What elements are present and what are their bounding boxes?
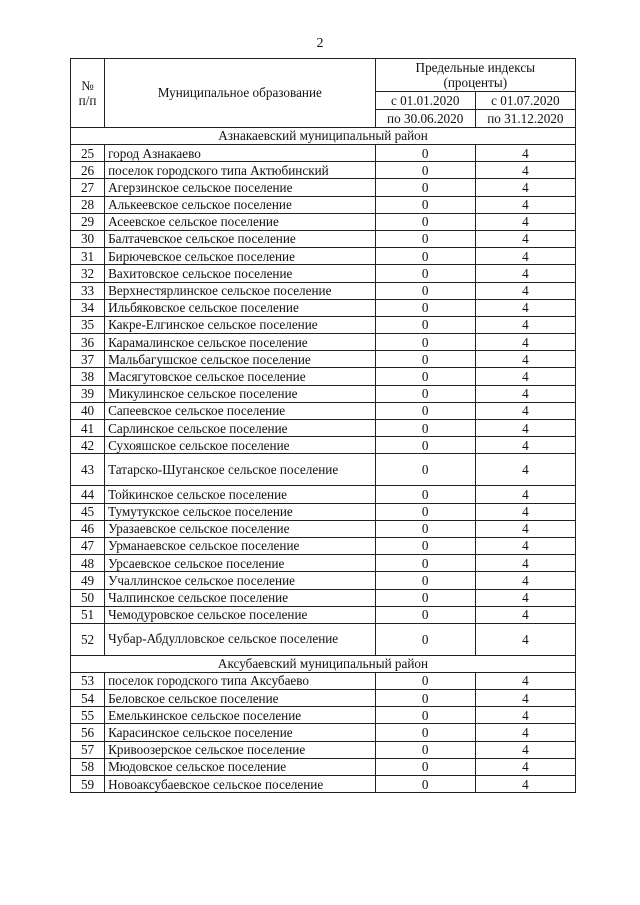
row-municipality: Верхнестярлинское сельское поселение: [105, 282, 376, 299]
table-row: [71, 672, 576, 689]
row-index-second-half: 4: [475, 606, 575, 623]
row-index-second-half: 4: [475, 724, 575, 741]
row-index-second-half: 4: [475, 402, 575, 419]
row-index-first-half: 0: [375, 589, 475, 606]
table-row: [71, 385, 576, 402]
row-number: 45: [71, 503, 105, 520]
row-municipality: Агерзинское сельское поселение: [105, 179, 376, 196]
row-municipality: Тумутукское сельское поселение: [105, 503, 376, 520]
row-index-first-half: 0: [375, 334, 475, 351]
row-number: 53: [71, 672, 105, 689]
row-index-first-half: 0: [375, 385, 475, 402]
row-number: 38: [71, 368, 105, 385]
table-row: [71, 437, 576, 454]
row-index-first-half: 0: [375, 454, 475, 486]
table-row: [71, 179, 576, 196]
row-index-second-half: 4: [475, 707, 575, 724]
table-row: [71, 230, 576, 247]
row-number: 54: [71, 690, 105, 707]
table-row: [71, 248, 576, 265]
row-municipality: Новоаксубаевское сельское поселение: [105, 776, 376, 793]
table-row: [71, 520, 576, 537]
row-index-first-half: 0: [375, 351, 475, 368]
row-municipality: Какре-Елгинское сельское поселение: [105, 316, 376, 333]
row-municipality: Кривоозерское сельское поселение: [105, 741, 376, 758]
table-row: [71, 145, 576, 162]
row-number: 46: [71, 520, 105, 537]
row-number: 49: [71, 572, 105, 589]
table-row: [71, 486, 576, 503]
row-index-second-half: 4: [475, 758, 575, 775]
row-index-first-half: 0: [375, 196, 475, 213]
header-col-b-line1: с 01.07.2020: [475, 92, 575, 110]
row-index-second-half: 4: [475, 503, 575, 520]
row-index-first-half: 0: [375, 741, 475, 758]
table-header: [71, 59, 576, 128]
table-row: [71, 282, 576, 299]
row-municipality: Вахитовское сельское поселение: [105, 265, 376, 282]
row-index-second-half: 4: [475, 690, 575, 707]
row-index-first-half: 0: [375, 572, 475, 589]
table-row: [71, 299, 576, 316]
row-index-second-half: 4: [475, 162, 575, 179]
row-index-second-half: 4: [475, 385, 575, 402]
row-municipality: Карамалинское сельское поселение: [105, 334, 376, 351]
row-index-second-half: 4: [475, 454, 575, 486]
row-number: 55: [71, 707, 105, 724]
row-index-first-half: 0: [375, 690, 475, 707]
row-number: 56: [71, 724, 105, 741]
row-municipality: Татарско-Шуганское сельское поселение: [105, 454, 376, 486]
row-number: 42: [71, 437, 105, 454]
row-number: 50: [71, 589, 105, 606]
row-index-first-half: 0: [375, 316, 475, 333]
row-municipality: Мюдовское сельское поселение: [105, 758, 376, 775]
row-municipality: Масягутовское сельское поселение: [105, 368, 376, 385]
row-number: 44: [71, 486, 105, 503]
table-body: [71, 128, 576, 793]
row-municipality: поселок городского типа Аксубаево: [105, 672, 376, 689]
table-row: [71, 503, 576, 520]
table-row: [71, 741, 576, 758]
row-number: 25: [71, 145, 105, 162]
table-row: [71, 316, 576, 333]
row-index-first-half: 0: [375, 437, 475, 454]
table-row: [71, 606, 576, 623]
row-index-second-half: 4: [475, 351, 575, 368]
table-row: [71, 572, 576, 589]
row-municipality: Балтачевское сельское поселение: [105, 230, 376, 247]
row-municipality: Уразаевское сельское поселение: [105, 520, 376, 537]
row-index-first-half: 0: [375, 503, 475, 520]
row-number: 37: [71, 351, 105, 368]
row-number: 29: [71, 213, 105, 230]
section-row: [71, 128, 576, 145]
row-index-first-half: 0: [375, 420, 475, 437]
table-row: [71, 420, 576, 437]
row-number: 34: [71, 299, 105, 316]
row-number: 31: [71, 248, 105, 265]
row-number: 51: [71, 606, 105, 623]
row-municipality: Сарлинское сельское поселение: [105, 420, 376, 437]
header-indices: [375, 59, 575, 92]
row-index-second-half: 4: [475, 230, 575, 247]
row-index-first-half: 0: [375, 145, 475, 162]
row-index-second-half: 4: [475, 334, 575, 351]
row-number: 27: [71, 179, 105, 196]
table-row: [71, 265, 576, 282]
row-index-first-half: 0: [375, 758, 475, 775]
row-index-first-half: 0: [375, 265, 475, 282]
row-municipality: Чалпинское сельское поселение: [105, 589, 376, 606]
row-index-second-half: 4: [475, 213, 575, 230]
row-municipality: поселок городского типа Актюбинский: [105, 162, 376, 179]
row-index-second-half: 4: [475, 537, 575, 554]
table-row: [71, 162, 576, 179]
row-municipality: Ильбяковское сельское поселение: [105, 299, 376, 316]
row-municipality: Бирючевское сельское поселение: [105, 248, 376, 265]
row-index-first-half: 0: [375, 776, 475, 793]
row-number: 58: [71, 758, 105, 775]
header-num: [71, 59, 105, 128]
table-row: [71, 776, 576, 793]
row-index-first-half: 0: [375, 537, 475, 554]
row-municipality: Сапеевское сельское поселение: [105, 402, 376, 419]
row-index-second-half: 4: [475, 282, 575, 299]
row-number: 59: [71, 776, 105, 793]
table-row: [71, 368, 576, 385]
row-index-second-half: 4: [475, 486, 575, 503]
row-index-first-half: 0: [375, 724, 475, 741]
row-index-second-half: 4: [475, 299, 575, 316]
row-index-second-half: 4: [475, 265, 575, 282]
row-municipality: Микулинское сельское поселение: [105, 385, 376, 402]
table-row: [71, 402, 576, 419]
row-municipality: Тойкинское сельское поселение: [105, 486, 376, 503]
row-index-first-half: 0: [375, 162, 475, 179]
row-index-second-half: 4: [475, 196, 575, 213]
row-index-first-half: 0: [375, 486, 475, 503]
table-row: [71, 196, 576, 213]
table-row: [71, 690, 576, 707]
table-row: [71, 555, 576, 572]
row-index-first-half: 0: [375, 282, 475, 299]
table-row: [71, 623, 576, 655]
row-number: 39: [71, 385, 105, 402]
table-row: [71, 334, 576, 351]
row-index-second-half: 4: [475, 741, 575, 758]
row-number: 26: [71, 162, 105, 179]
indices-table: [70, 58, 576, 793]
section-row: [71, 655, 576, 672]
row-index-second-half: 4: [475, 145, 575, 162]
row-index-second-half: 4: [475, 672, 575, 689]
row-index-first-half: 0: [375, 213, 475, 230]
row-index-first-half: 0: [375, 623, 475, 655]
row-index-second-half: 4: [475, 179, 575, 196]
header-num-line1: №: [81, 77, 94, 93]
row-number: 47: [71, 537, 105, 554]
row-number: 41: [71, 420, 105, 437]
table-row: [71, 707, 576, 724]
table-row: [71, 724, 576, 741]
row-number: 43: [71, 454, 105, 486]
table-row: [71, 537, 576, 554]
row-index-second-half: 4: [475, 368, 575, 385]
row-number: 48: [71, 555, 105, 572]
row-index-second-half: 4: [475, 572, 575, 589]
row-number: 40: [71, 402, 105, 419]
row-index-first-half: 0: [375, 248, 475, 265]
row-index-first-half: 0: [375, 179, 475, 196]
row-municipality: Урманаевское сельское поселение: [105, 537, 376, 554]
row-number: 32: [71, 265, 105, 282]
row-index-second-half: 4: [475, 437, 575, 454]
row-municipality: Урсаевское сельское поселение: [105, 555, 376, 572]
row-municipality: Мальбагушское сельское поселение: [105, 351, 376, 368]
row-municipality: Чубар-Абдулловское сельское поселение: [105, 623, 376, 655]
row-number: 30: [71, 230, 105, 247]
header-num-line2: п/п: [78, 93, 97, 108]
table-row: [71, 351, 576, 368]
row-municipality: Алькеевское сельское поселение: [105, 196, 376, 213]
row-index-second-half: 4: [475, 420, 575, 437]
row-municipality: город Азнакаево: [105, 145, 376, 162]
table-row: [71, 454, 576, 486]
row-index-first-half: 0: [375, 230, 475, 247]
header-col-a-line2: по 30.06.2020: [375, 110, 475, 128]
header-indices-line2: (проценты): [443, 75, 508, 90]
header-name: Муниципальное образование: [105, 59, 376, 128]
row-index-first-half: 0: [375, 707, 475, 724]
header-indices-line1: Предельные индексы: [415, 59, 536, 75]
table-row: [71, 758, 576, 775]
row-index-second-half: 4: [475, 623, 575, 655]
header-col-a-line1: с 01.01.2020: [375, 92, 475, 110]
row-number: 36: [71, 334, 105, 351]
row-municipality: Сухояшское сельское поселение: [105, 437, 376, 454]
header-col-b-line2: по 31.12.2020: [475, 110, 575, 128]
row-number: 33: [71, 282, 105, 299]
row-municipality: Асеевское сельское поселение: [105, 213, 376, 230]
row-number: 35: [71, 316, 105, 333]
row-index-first-half: 0: [375, 299, 475, 316]
row-number: 57: [71, 741, 105, 758]
page-number: 2: [316, 36, 324, 51]
row-index-second-half: 4: [475, 316, 575, 333]
row-index-first-half: 0: [375, 606, 475, 623]
row-index-first-half: 0: [375, 555, 475, 572]
row-index-second-half: 4: [475, 589, 575, 606]
row-index-second-half: 4: [475, 776, 575, 793]
row-municipality: Емелькинское сельское поселение: [105, 707, 376, 724]
row-index-first-half: 0: [375, 402, 475, 419]
row-municipality: Карасинское сельское поселение: [105, 724, 376, 741]
table-row: [71, 213, 576, 230]
row-number: 28: [71, 196, 105, 213]
row-number: 52: [71, 623, 105, 655]
row-municipality: Чемодуровское сельское поселение: [105, 606, 376, 623]
row-municipality: Беловское сельское поселение: [105, 690, 376, 707]
row-municipality: Учаллинское сельское поселение: [105, 572, 376, 589]
row-index-second-half: 4: [475, 555, 575, 572]
table-row: [71, 589, 576, 606]
section-title: Аксубаевский муниципальный район: [71, 655, 576, 672]
section-title: Азнакаевский муниципальный район: [71, 128, 576, 145]
row-index-second-half: 4: [475, 520, 575, 537]
row-index-second-half: 4: [475, 248, 575, 265]
row-index-first-half: 0: [375, 520, 475, 537]
row-index-first-half: 0: [375, 672, 475, 689]
row-index-first-half: 0: [375, 368, 475, 385]
